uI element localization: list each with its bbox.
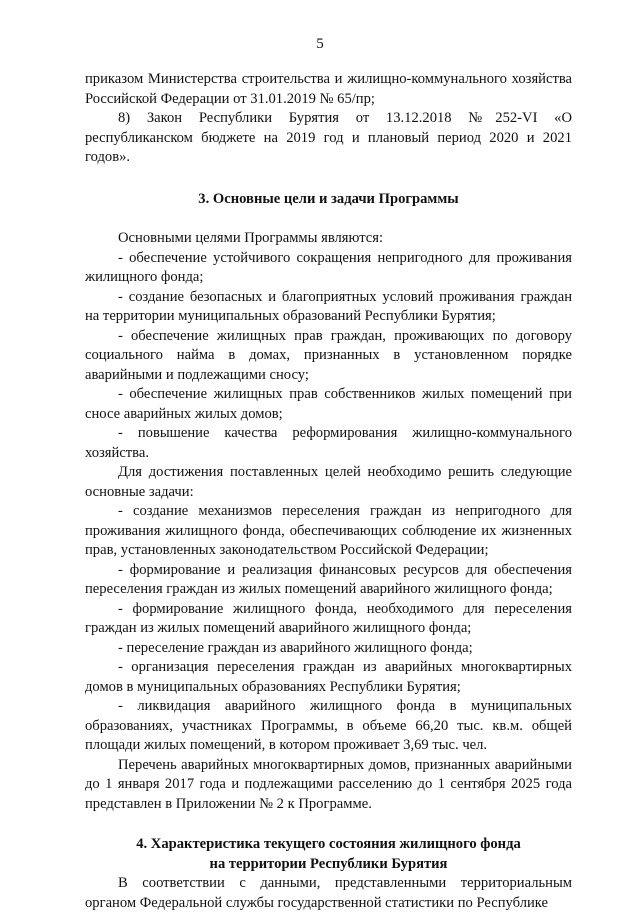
task-item: - формирование жилищного фонда, необходимого для переселения граждан из жилых помещений аварийного жилищного фонда; — [85, 600, 572, 636]
section-4-title — [85, 835, 572, 874]
section-4-title-line1: 4. Характеристика текущего состояния жилищного фонда — [136, 836, 521, 852]
task-item: - переселение граждан из аварийного жилищного фонда; — [118, 639, 473, 656]
goal-item: - повышение качества реформирования жилищно-коммунального хозяйства. — [85, 425, 572, 461]
goals-intro: Основными целями Программы являются: — [118, 230, 384, 246]
list-note: Перечень аварийных многоквартирных домов, признанных аварийными до 1 января 2017 года и подлежащими расселению до 1 сентября 2025 года представлен в Приложении № 2 к Программе. — [85, 756, 572, 812]
task-item: - организация переселения граждан из аварийных многоквартирных домов в муниципальных образованиях Республики Бурятия; — [85, 659, 572, 695]
section-3-title: 3. Основные цели и задачи Программы — [198, 190, 459, 207]
page-body — [85, 70, 572, 913]
page-number: 5 — [316, 36, 324, 52]
goal-item: - обеспечение жилищных прав граждан, проживающих по договору социального найма в домах, признанных в установленном порядке аварийными и подлежащими сносу; — [85, 327, 572, 383]
intro-paragraph: 8) Закон Республики Бурятия от 13.12.2018 №252-VI «О республиканском бюджете на 2019 год и плановый период 2020 и 2021 годов». — [85, 110, 572, 165]
intro-paragraph: приказом Министерства строительства и жилищно-коммунального хозяйства Российской Федерации от 31.01.2019 № 65/пр; — [85, 71, 572, 107]
goal-item: - обеспечение жилищных прав собственников жилых помещений при сносе аварийных жилых домов; — [85, 386, 572, 422]
goal-item: - обеспечение устойчивого сокращения непригодного для проживания жилищного фонда; — [85, 249, 572, 285]
task-item: - создание механизмов переселения граждан из непригодного для проживания жилищного фонда, обеспечивающих соблюдение их жизненных прав, установленных законодательством Российской Федерации; — [85, 503, 572, 558]
task-item: - ликвидация аварийного жилищного фонда в муниципальных образованиях, участниках Программы, в объеме 66,20 тыс. кв.м. общей площади жилых помещений, в котором проживает 3,69 тыс. чел. — [85, 698, 572, 753]
section-4-paragraph: В соответствии с данными, представленными территориальным органом Федеральной службы государственной статистики по Республике — [85, 875, 572, 911]
goal-item: - создание безопасных и благоприятных условий проживания граждан на территории муниципальных образований Республики Бурятия; — [85, 288, 572, 324]
section-4-title-line2: на территории Республики Бурятия — [209, 855, 448, 872]
tasks-intro: Для достижения поставленных целей необходимо решить следующие основные задачи: — [85, 464, 572, 500]
task-item: - формирование и реализация финансовых ресурсов для обеспечения переселения граждан из жилых помещений аварийного жилищного фонда; — [85, 561, 572, 597]
